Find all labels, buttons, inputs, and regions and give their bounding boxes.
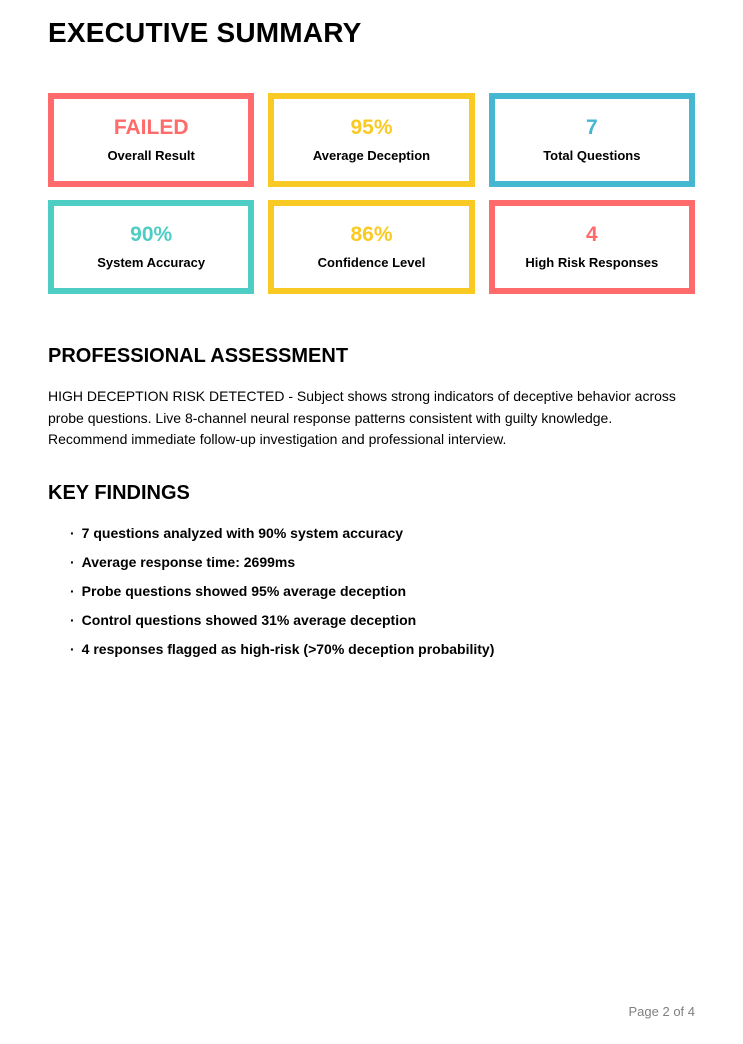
page-title: EXECUTIVE SUMMARY <box>48 17 362 48</box>
stat-card-total-questions <box>489 93 695 187</box>
finding-item: · Average response time: 2699ms <box>70 552 695 572</box>
assessment-text: HIGH DECEPTION RISK DETECTED - Subject shows strong indicators of deceptive behavior across probe questions. Live 8-channel neural response patterns consistent with guilty knowledge. Recommend immediate follow-up investigation and professional interview. <box>48 388 676 447</box>
stat-label: Confidence Level <box>317 255 426 270</box>
stat-card-average-deception <box>268 93 474 187</box>
finding-item: · Control questions showed 31% average deception <box>70 610 695 630</box>
stat-card-overall-result <box>48 93 254 187</box>
stat-value: 95% <box>350 116 393 139</box>
stat-card-system-accuracy <box>48 200 254 294</box>
page-number: Page 2 of 4 <box>628 1004 695 1019</box>
stat-value: 90% <box>130 223 173 246</box>
finding-item: · 7 questions analyzed with 90% system accuracy <box>70 523 695 543</box>
key-findings-section <box>48 481 695 659</box>
stat-card-grid <box>48 93 695 294</box>
assessment-heading: PROFESSIONAL ASSESSMENT <box>48 345 349 367</box>
findings-heading: KEY FINDINGS <box>48 481 190 504</box>
stat-card-confidence-level <box>268 200 474 294</box>
stat-value: FAILED <box>113 116 189 139</box>
stat-label: Average Deception <box>312 148 431 163</box>
stat-card-high-risk-responses <box>489 200 695 294</box>
stat-label: Total Questions <box>543 148 641 163</box>
findings-list <box>48 523 695 659</box>
stat-value: 4 <box>585 223 598 246</box>
stat-label: System Accuracy <box>97 255 206 270</box>
stat-value: 86% <box>350 223 393 246</box>
finding-item: · Probe questions showed 95% average deception <box>70 581 695 601</box>
stat-value: 7 <box>585 116 598 139</box>
professional-assessment-section <box>48 344 695 451</box>
stat-label: High Risk Responses <box>525 255 659 270</box>
stat-label: Overall Result <box>107 148 195 163</box>
finding-item: · 4 responses flagged as high-risk (>70% deception probability) <box>70 639 695 659</box>
